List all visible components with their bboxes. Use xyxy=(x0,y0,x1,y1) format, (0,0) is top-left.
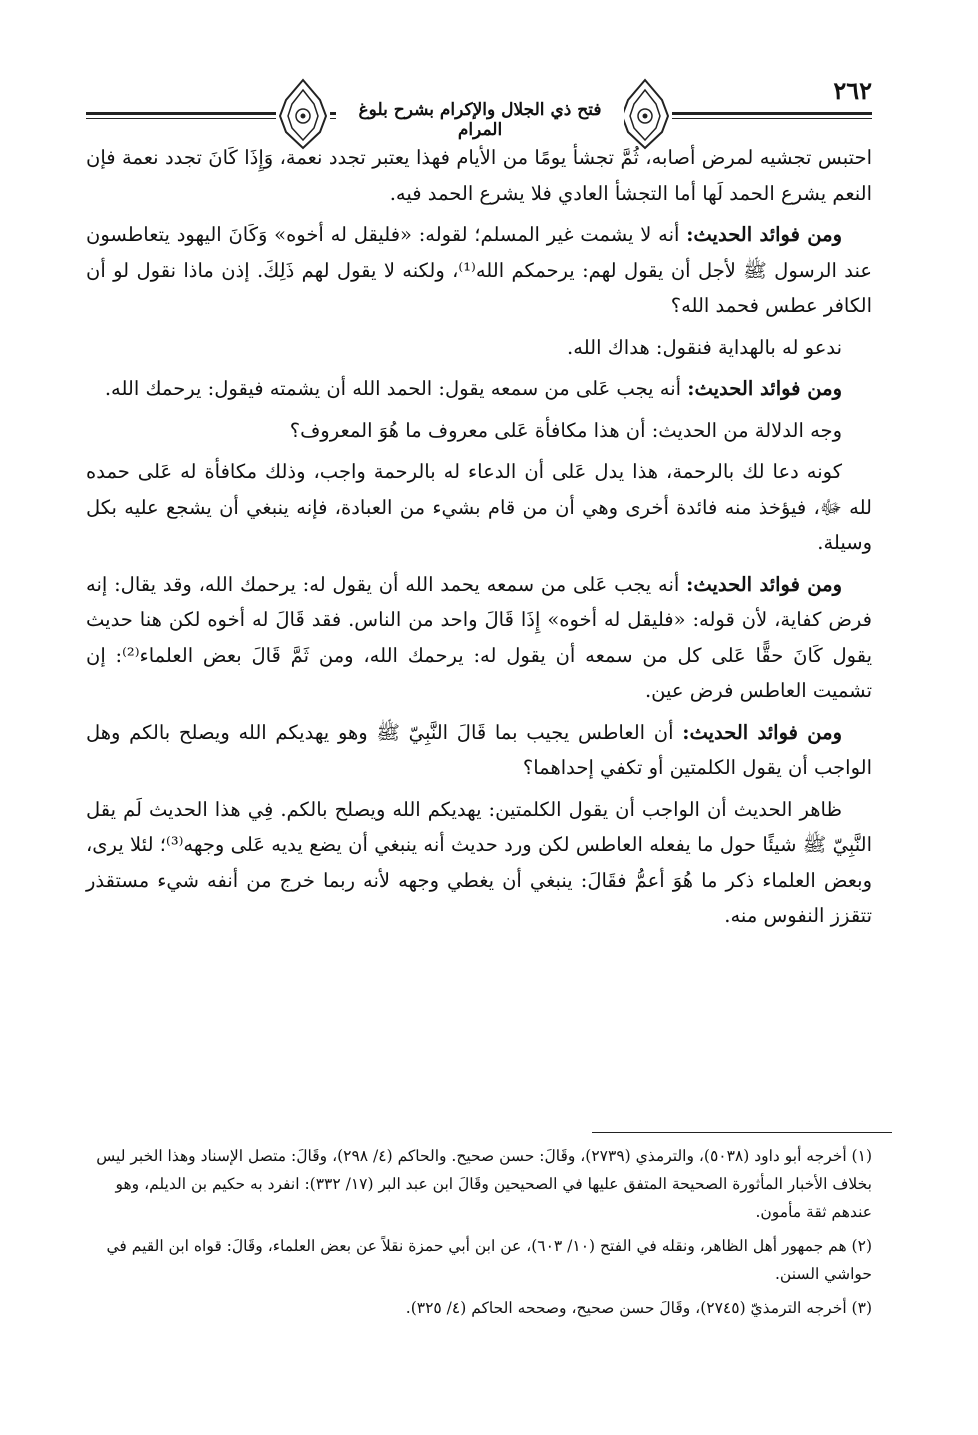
section-lead: ومن فوائد الحديث: xyxy=(687,377,842,400)
paragraph xyxy=(86,217,872,324)
page-number: ٢٦٢ xyxy=(833,76,872,105)
paragraph: كونه دعا لك بالرحمة، هذا يدل عَلى أن الدعاء له بالرحمة واجب، وذلك مكافأة له عَلى حمده لله ﷻ، فيؤخذ منه فائدة أخرى وهي أن من قام بشيء من العبادة، فإنه ينبغي أن يشجع عليه بكل وسيلة. xyxy=(86,460,872,554)
footnote: (٢) هم جمهور أهل الظاهر، ونقله في الفتح (١٠/ ٦٠٣)، عن ابن أبي حمزة نقلاً عن بعض العلماء، وقَالَ: قواه ابن القيم في حواشي السنن. xyxy=(106,1237,872,1283)
footnote: (٣) أخرجه الترمذيّ (٢٧٤٥)، وقَالَ حسن صحيح، وصححه الحاكم (٤/ ٣٢٥). xyxy=(405,1299,872,1317)
paragraph: وجه الدلالة من الحديث: أن هذا مكافأة عَلى معروف ما هُوَ المعروف؟ xyxy=(289,418,842,442)
section-lead: ومن فوائد الحديث: xyxy=(682,720,842,744)
paragraph-text: أنه لا يشمت غير المسلم؛ لقوله: «فليقل له أخوه» وَكَانَ اليهود يتعاطسون عند الرسول ﷺ لأجل أن يقول لهم: يرحمكم الله⁽¹⁾، ولكنه لا يقول لهم ذَلِكَ. إذن ماذا نقول لو أن الكافر عطس فحمد الله؟ xyxy=(86,223,872,317)
paragraph-text: أنه يجب عَلى من سمعه يحمد الله أن يقول له: يرحمك الله، وقد يقال: إنه فرض كفاية، لأن قوله: «فليقل له أخوه» إِذَا قَالَ واحد من الناس. فقد قَالَ له أخوه لكن هنا حديث يقول كَانَ حقًّا عَلى كل من سمعه أن يقول له: يرحمك الله، ومن ثَمَّ قَالَ بعض العلماء⁽²⁾: إن تشميت العاطس فرض عين. xyxy=(86,572,873,702)
ornament-right-icon xyxy=(618,76,672,150)
footnote: (١) أخرجه أبو داود (٥٠٣٨)، والترمذي (٢٧٣٩)، وقَالَ: حسن صحيح. والحاكم (٤/ ٢٩٨)، وقَالَ: متصل الإسناد وهذا الخبر ليس بخلاف الأخبار المأثورة الصحيحة المتفق عليها في الصحيحين وقَالَ ابن عبد البر (١٧/ ٣٣٢): انفرد به حكيم بن الديلم، وهو عندهم ثقة مأمون. xyxy=(96,1147,872,1221)
paragraph: احتبس تجشيه لمرض أصابه، ثُمَّ تجشأ يومًا من الأيام فهذا يعتبر تجدد نعمة، وَإِذَا كَانَ تجدد نعمة فإن النعم يشرع الحمد لَها أما التجشأ العادي فلا يشرع الحمد فيه. xyxy=(86,146,872,205)
paragraph: ندعو له بالهداية فنقول: هداك الله. xyxy=(567,335,842,359)
book-title: فتح ذي الجلال والإكرام بشرح بلوغ المرام xyxy=(336,100,624,140)
paragraph: ظاهر الحديث أن الواجب أن يقول الكلمتين: يهديكم الله ويصلح بالكم. فِي هذا الحديث لَم يقل النَّبِيّ ﷺ شيئًا حول ما يفعله العاطس لكن ورد حديث أنه ينبغي أن يضع يديه عَلى وجهه⁽³⁾؛ لئلا يرى، وبعض العلماء ذكر ما هُوَ أعمُّ فقَالَ: ينبغي أن يغطي وجهه لأنه ربما خرج من أنفه شيء مستقذر تتقزز النفوس منه. xyxy=(86,797,872,927)
section-lead: ومن فوائد الحديث: xyxy=(686,223,842,246)
ornament-left-icon xyxy=(276,76,330,150)
paragraph xyxy=(86,371,872,407)
paragraph-text: أنه يجب عَلى من سمعه يقول: الحمد الله أن يشمته فيقول: يرحمك الله. xyxy=(104,377,682,400)
footnotes xyxy=(86,1130,872,1328)
paragraph xyxy=(86,567,872,709)
paragraph xyxy=(86,715,872,786)
paragraph-text: أن العاطس يجيب بما قَالَ النَّبِيّ ﷺ وهو يهديكم الله ويصلح بالكم وهل الواجب أن يقول الكلمتين أو تكفي إحداهما؟ xyxy=(86,720,872,779)
main-text xyxy=(86,140,872,940)
section-lead: ومن فوائد الحديث: xyxy=(686,572,843,596)
